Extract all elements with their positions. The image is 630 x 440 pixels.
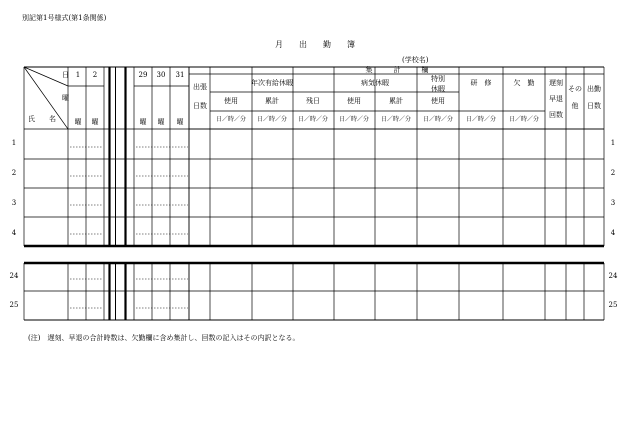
unit-absence: 日／時／分	[508, 116, 540, 123]
late-early-label-3: 回数	[549, 111, 563, 119]
other-label-1: その	[568, 85, 582, 93]
page-title: 月 出 勤 簿	[275, 40, 355, 49]
form-id: 別記第1号様式(第1条関係)	[22, 14, 107, 22]
unit-special-used: 日／時／分	[422, 116, 454, 123]
other-label-2: 他	[571, 102, 579, 110]
footnote: (注) 遅刻、早退の合計時数は、欠勤欄に含め集計し、回数の記入はその内訳となる。	[28, 334, 300, 342]
row-number-left: 3	[11, 199, 17, 207]
unit-training: 日／時／分	[465, 116, 497, 123]
special-used-label: 使用	[431, 97, 445, 105]
day-29: 29	[138, 71, 148, 79]
unit-sick-cumulative: 日／時／分	[380, 116, 412, 123]
day-30: 30	[156, 71, 166, 79]
late-early-label-1: 遅刻	[549, 79, 563, 87]
day-2: 2	[92, 71, 98, 79]
sick-cumulative-label: 累計	[389, 97, 403, 105]
row-number-right: 4	[610, 229, 616, 237]
attendance-days-label-2: 日数	[587, 102, 601, 110]
summary-title: 集 計 欄	[365, 66, 429, 74]
weekday-label: 曜	[62, 94, 69, 102]
special-leave-label-2: 休暇	[431, 85, 445, 93]
day-label: 日	[62, 71, 69, 79]
merge-mask	[294, 75, 334, 92]
day-1: 1	[75, 71, 81, 79]
weekday-cell-31: 曜	[176, 118, 184, 126]
weekday-cell-2: 曜	[91, 118, 99, 126]
annual-cumulative-label: 累計	[265, 97, 279, 105]
weekday-cell-1: 曜	[74, 118, 82, 126]
unit-annual-remaining: 日／時／分	[297, 116, 329, 123]
row-number-left: 4	[11, 229, 17, 237]
business-trip-label: 出張	[193, 83, 207, 91]
day-31: 31	[175, 71, 185, 79]
weekday-cell-30: 曜	[157, 118, 165, 126]
training-label: 研 修	[470, 79, 492, 87]
weekday-cell-29: 曜	[139, 118, 147, 126]
sick-leave-label: 病気休暇	[361, 79, 389, 87]
business-trip-days-label: 日数	[193, 102, 207, 110]
row-number-left: 1	[11, 139, 17, 147]
special-leave-label-1: 特別	[431, 75, 445, 83]
name-label: 氏 名	[28, 115, 56, 123]
annual-remaining-label: 残日	[306, 97, 320, 105]
absence-label: 欠 勤	[513, 79, 535, 87]
unit-sick-used: 日／時／分	[338, 116, 370, 123]
annual-paid-leave-label: 年次有給休暇	[251, 79, 293, 87]
attendance-days-label-1: 出勤	[587, 85, 601, 93]
row-number-right: 2	[610, 169, 616, 177]
school-name-label: (学校名)	[402, 56, 429, 64]
row-number-left: 2	[11, 169, 17, 177]
row-number-left: 25	[9, 301, 19, 309]
unit-annual-used: 日／時／分	[215, 116, 247, 123]
row-number-right: 1	[610, 139, 616, 147]
annual-used-label: 使用	[224, 97, 238, 105]
row-number-right: 24	[608, 272, 618, 280]
row-number-right: 3	[610, 199, 616, 207]
unit-annual-cumulative: 日／時／分	[256, 116, 288, 123]
row-number-left: 24	[9, 272, 19, 280]
sick-used-label: 使用	[347, 97, 361, 105]
row-number-right: 25	[608, 301, 618, 309]
late-early-label-2: 早退	[549, 95, 563, 103]
